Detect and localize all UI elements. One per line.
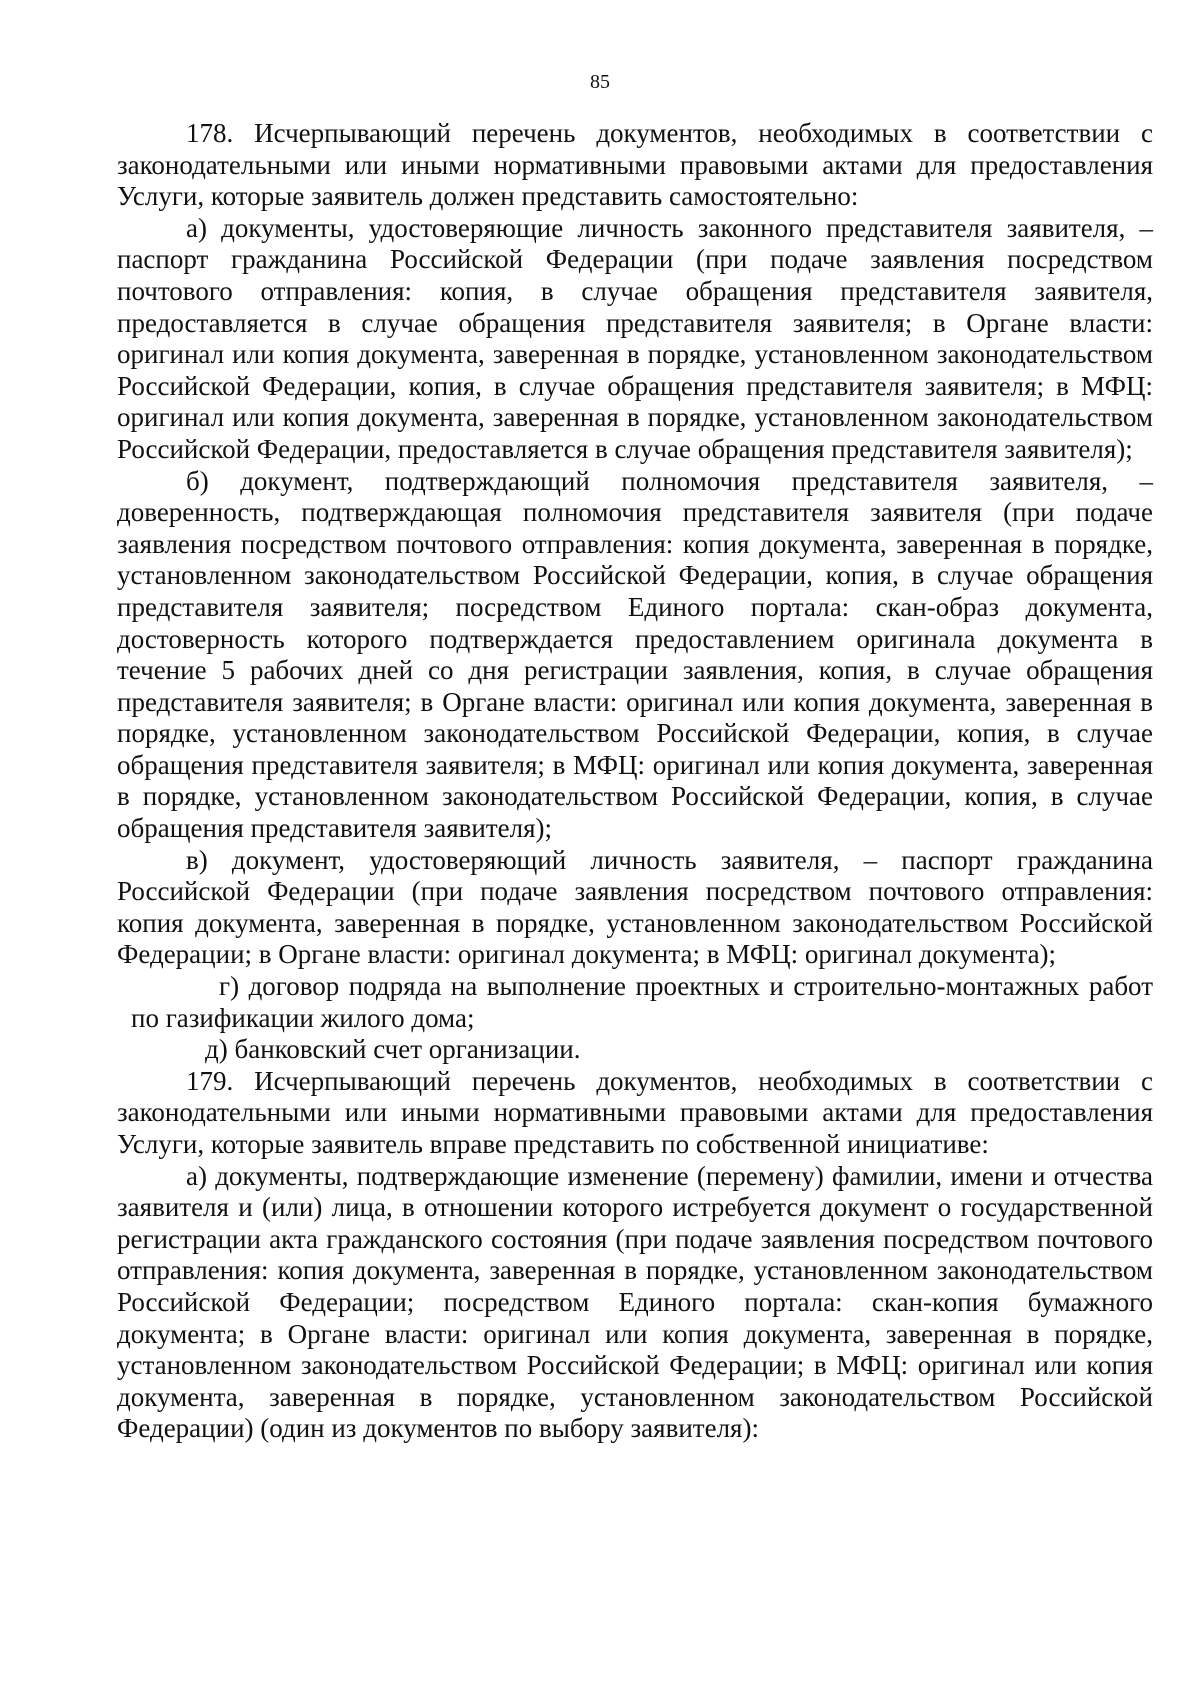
paragraph-178-item-d: д) банковский счет организации. — [205, 1034, 581, 1065]
paragraph-178: 178. Исчерпывающий перечень документов, необходимых в соответствии с законодательными или иными нормативными правовыми актами для предоставления Услуги, которые заявитель должен представить самостоятельно: — [117, 118, 1153, 212]
paragraph-178-item-a: а) документы, удостоверяющие личность законного представителя заявителя, – паспорт гражданина Российской Федерации (при подаче заявления посредством почтового отправления: копия, в случае обращения представителя заявителя, предоставляется в случае обращения представителя заявителя; в Органе власти: оригинал или копия документа, заверенная в порядке, установленном законодательством Российской Федерации, копия, в случае обращения представителя заявителя; в МФЦ: оригинал или копия документа, заверенная в порядке, установленном законодательством Российской Федерации, предоставляется в случае обращения представителя заявителя); — [117, 212, 1153, 464]
paragraph-179-item-a: а) документы, подтверждающие изменение (перемену) фамилии, имени и отчества заявителя и (или) лица, в отношении которого истребуется документ о государственной регистрации акта гражданского состояния (при подаче заявления посредством почтового отправления: копия документа, заверенная в порядке, установленном законодательством Российской Федерации; посредством Единого портала: скан-копия бумажного документа; в Органе власти: оригинал или копия документа, заверенная в порядке, установленном законодательством Российской Федерации; в МФЦ: оригинал или копия документа, заверенная в порядке, установленном законодательством Российской Федерации) (один из документов по выбору заявителя): — [117, 1160, 1153, 1444]
page-number: 85 — [590, 71, 610, 93]
paragraph-178-item-g: г) договор подряда на выполнение проектных и строительно-монтажных работ по газификации жилого дома; — [131, 971, 1153, 1033]
paragraph-178-item-v: в) документ, удостоверяющий личность заявителя, – паспорт гражданина Российской Федерации (при подаче заявления посредством почтового отправления: копия документа, заверенная в порядке, установленном законодательством Российской Федерации; в Органе власти: оригинал документа; в МФЦ: оригинал документа); — [117, 844, 1153, 970]
paragraph-179: 179. Исчерпывающий перечень документов, необходимых в соответствии с законодательными или иными нормативными правовыми актами для предоставления Услуги, которые заявитель вправе представить по собственной инициативе: — [117, 1065, 1153, 1159]
paragraph-178-item-b: б) документ, подтверждающий полномочия представителя заявителя, – доверенность, подтверждающая полномочия представителя заявителя (при подаче заявления посредством почтового отправления: копия документа, заверенная в порядке, установленном законодательством Российской Федерации, копия, в случае обращения представителя заявителя; посредством Единого портала: скан-образ документа, достоверность которого подтверждается предоставлением оригинала документа в течение 5 рабочих дней со дня регистрации заявления, копия, в случае обращения представителя заявителя; в Органе власти: оригинал или копия документа, заверенная в порядке, установленном законодательством Российской Федерации, копия, в случае обращения представителя заявителя; в МФЦ: оригинал или копия документа, заверенная в порядке, установленном законодательством Российской Федерации, копия, в случае обращения представителя заявителя); — [117, 465, 1153, 844]
document-body — [117, 118, 1153, 1445]
